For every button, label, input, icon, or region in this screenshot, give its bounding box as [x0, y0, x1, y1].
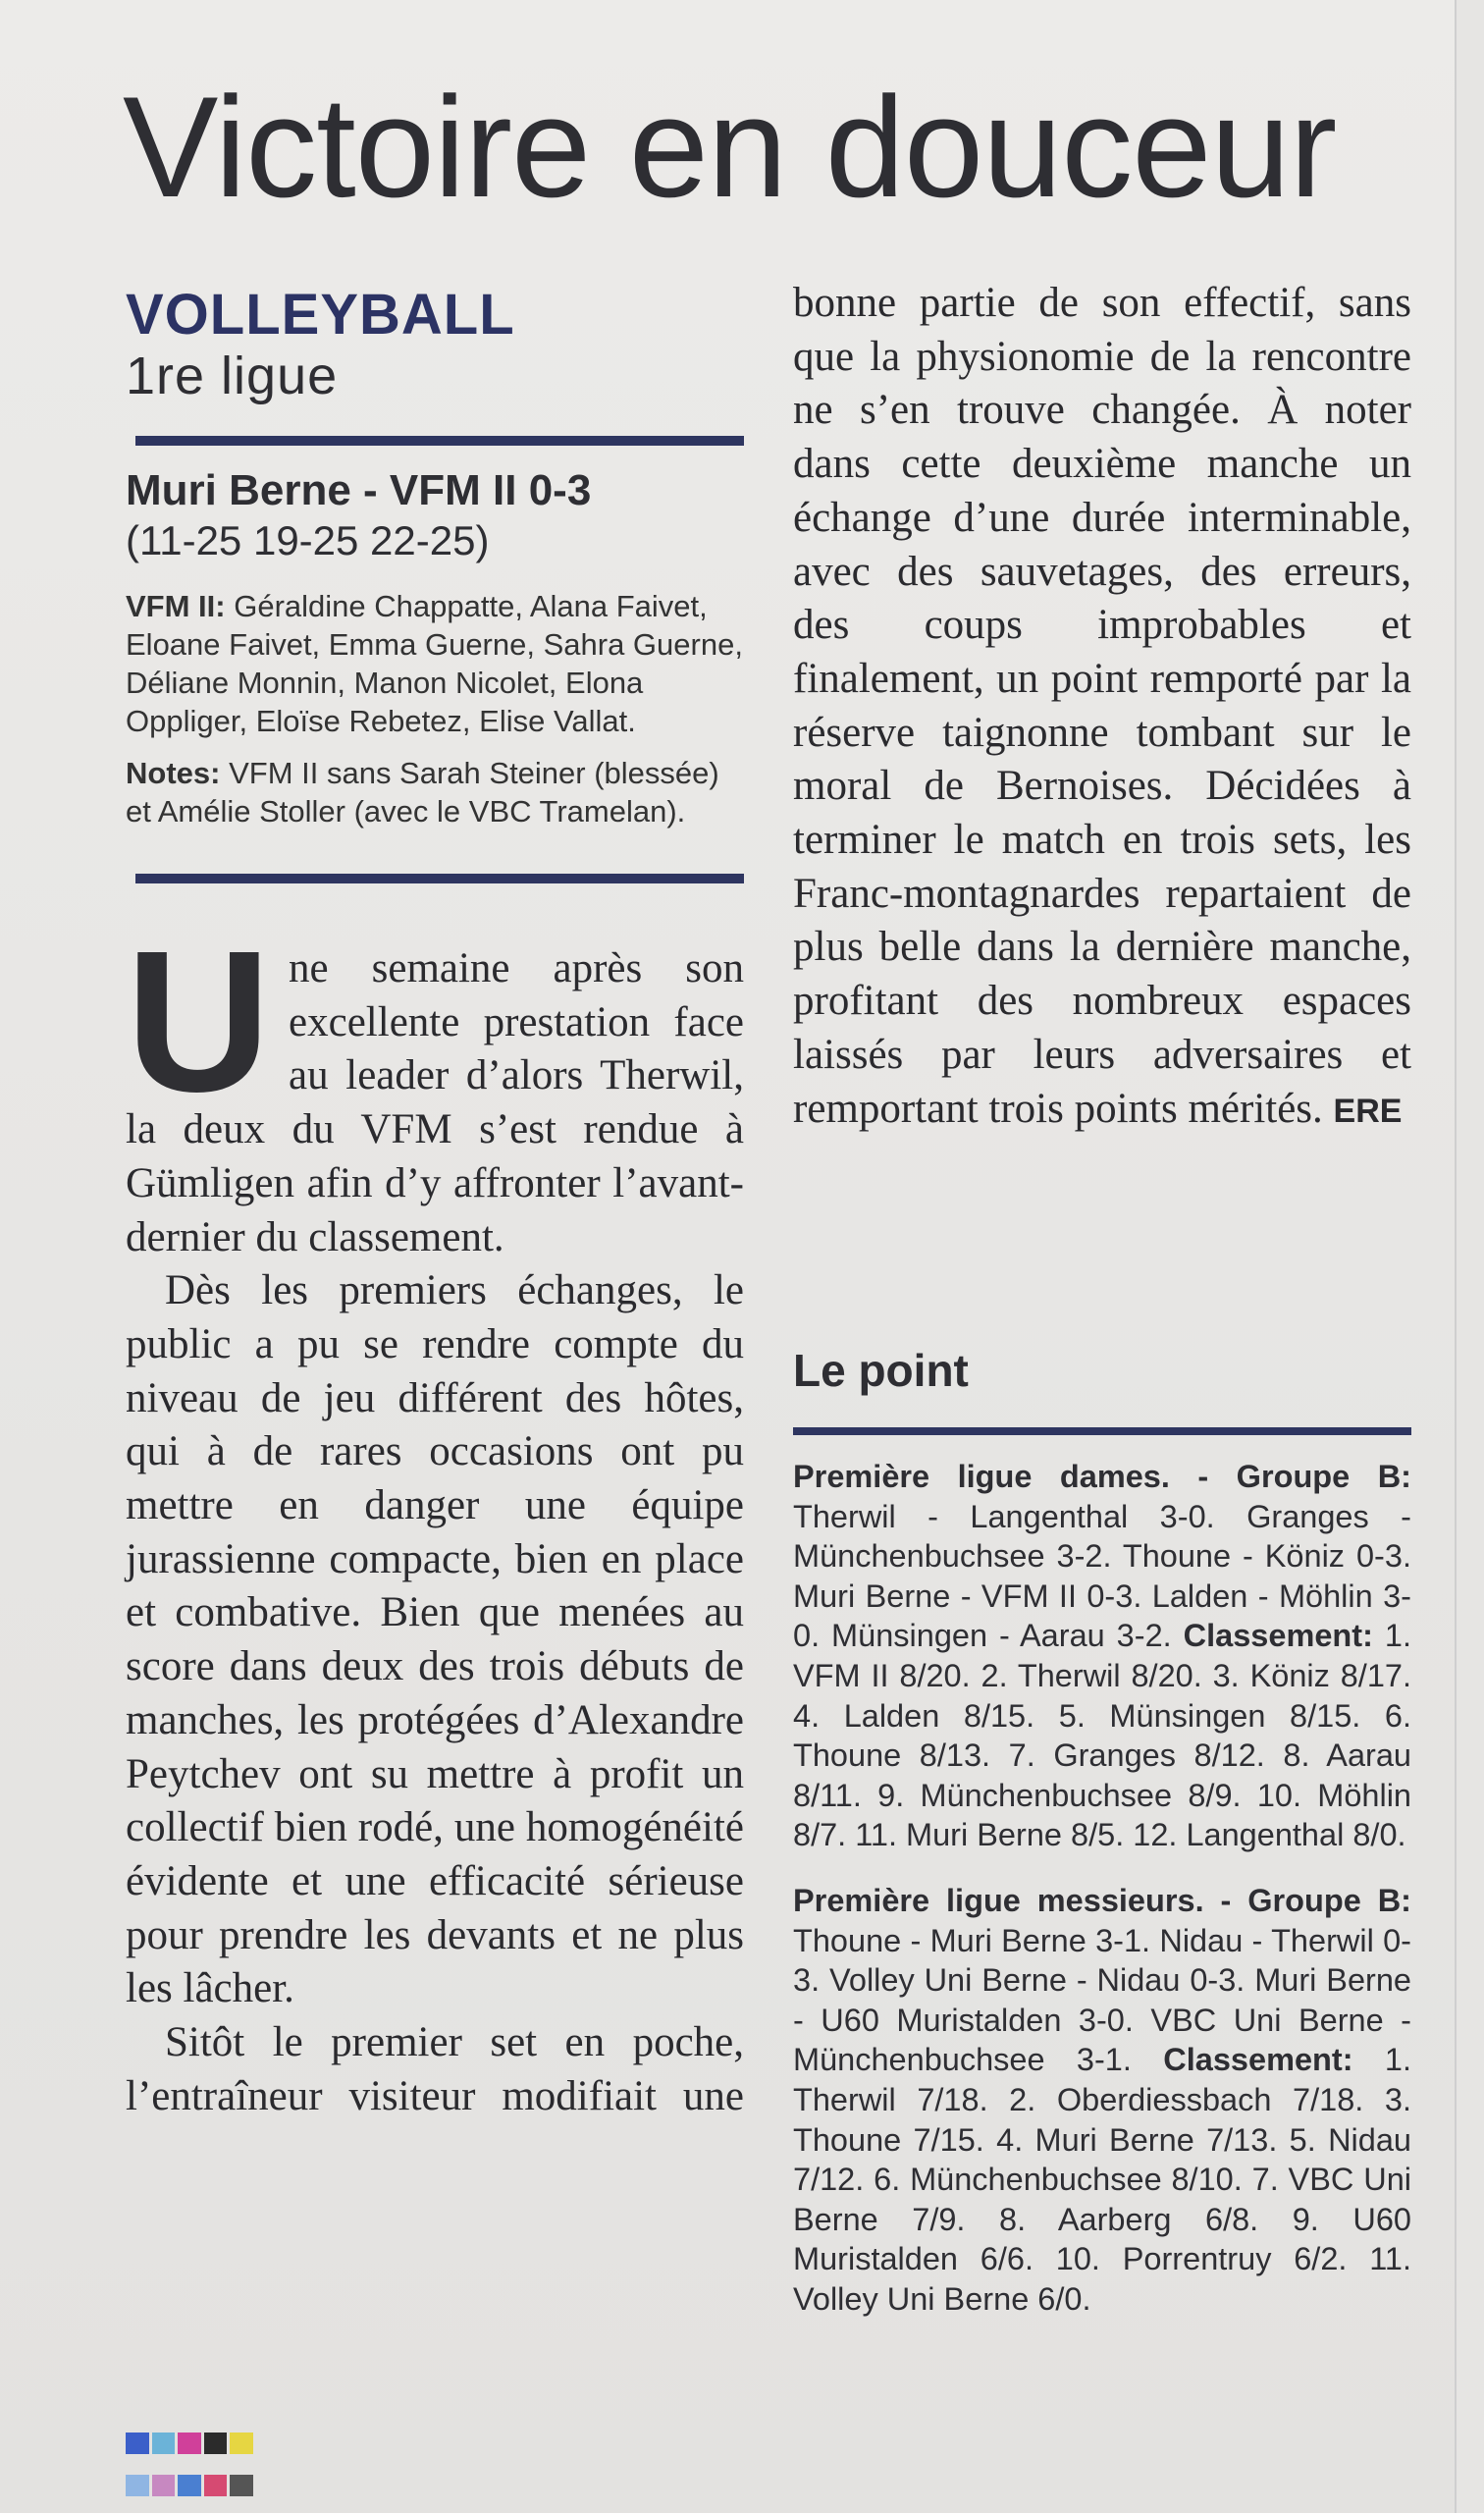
- notes-label: Notes:: [126, 756, 221, 790]
- le-point-title: Le point: [793, 1345, 969, 1396]
- color-swatch: [204, 2433, 228, 2454]
- color-swatch: [152, 2433, 176, 2454]
- article-paragraph-3-flow: bonne partie de son effectif, sans que la physionomie de la rencontre ne s’en trouve changée. À noter dans cette deuxième manche un échange d’une durée interminable, avec des sauvetages, des erreurs, des coups improbables et finalement, un point remporté par la réserve taignonne tombant sur le moral de Bernoises. Décidées à terminer le match en trois sets, les Franc-montagnardes repartaient de plus belle dans la dernière manche, profitant des nombreux espaces laissés par leurs adversaires et remportant trois points mérités. ERE: [793, 280, 1411, 1132]
- match-score: (11-25 19-25 22-25): [126, 517, 490, 563]
- match-title: Muri Berne - VFM II 0-3: [126, 466, 592, 514]
- article-paragraph-3: Sitôt le premier set en poche, l’entraîneur visiteur modifiait une: [126, 2019, 744, 2119]
- article-paragraph-2: Dès les premiers échanges, le public a pu se rendre compte du niveau de jeu différent des hôtes, qui à de rares occasions ont pu mettre en danger une équipe jurassienne compacte, bien en place et combative. Bien que menées au score dans deux des trois débuts de manches, les protégées d’Alexandre Peytchev ont su mettre à profit un collectif bien rodé, une homogénéité évidente et une efficacité sérieuse pour prendre les devants et ne plus les lâcher.: [126, 1267, 744, 2012]
- author-signature: ERE: [1333, 1092, 1403, 1130]
- right-column: [793, 277, 1411, 2344]
- lineup-block: [126, 587, 744, 740]
- print-color-bar: [126, 2433, 253, 2513]
- color-swatch: [204, 2475, 228, 2496]
- drop-cap: U: [126, 909, 272, 1134]
- notes-block: [126, 754, 744, 830]
- color-swatch: [178, 2433, 201, 2454]
- color-swatch: [152, 2475, 176, 2496]
- dames-classement: 1. VFM II 8/20. 2. Therwil 8/20. 3. Köniz 8/17. 4. Lalden 8/15. 5. Münsingen 8/15. 6. Thoune 8/13. 7. Granges 8/12. 8. Aarau 8/11. 9. Münchenbuchsee 8/9. 10. Möhlin 8/7. 11. Muri Berne 8/5. 12. Langenthal 8/0.: [793, 1618, 1412, 1853]
- color-swatch: [126, 2475, 149, 2496]
- section-kicker: VOLLEYBALL: [126, 283, 515, 347]
- lineup-names: Géraldine Chappatte, Alana Faivet, Eloane Faivet, Emma Guerne, Sahra Guerne, Déliane Monnin, Manon Nicolet, Elona Oppliger, Eloïse Rebetez, Elise Vallat.: [126, 589, 743, 738]
- messieurs-scores: Thoune - Muri Berne 3-1. Nidau - Therwil 0-3. Volley Uni Berne - Nidau 0-3. Muri Berne - U60 Muristalden 3-0. VBC Uni Berne - Münchenbuchsee 3-1.: [793, 1922, 1411, 2078]
- messieurs-results: [793, 1881, 1411, 2320]
- header-rule: [135, 436, 744, 446]
- left-column: [126, 275, 744, 2124]
- article-paragraph-1: [126, 909, 744, 1264]
- le-point-rule: [793, 1427, 1411, 1435]
- results-block: [793, 1457, 1411, 2319]
- color-swatch: [126, 2433, 149, 2454]
- adjacent-column-edge: [1455, 0, 1484, 2513]
- headline: Victoire en douceur: [123, 67, 1337, 227]
- article-paragraph-3-continued: [793, 277, 1411, 1298]
- league-subkicker: 1re ligue: [126, 347, 339, 405]
- dames-results: [793, 1457, 1411, 1855]
- color-swatch: [230, 2475, 253, 2496]
- messieurs-classement-label: Classement:: [1163, 2042, 1353, 2078]
- dames-classement-label: Classement:: [1183, 1618, 1373, 1654]
- color-swatch: [178, 2475, 201, 2496]
- lineup-label: VFM II:: [126, 589, 226, 623]
- dames-scores: Therwil - Langenthal 3-0. Granges - Münchenbuchsee 3-2. Thoune - Köniz 0-3. Muri Berne - VFM II 0-3. Lalden - Möhlin 3-0. Münsingen - Aarau 3-2.: [793, 1498, 1411, 1654]
- paragraph-1-text: ne semaine après son excellente prestation face au leader d’alors Therwil, la deux du VFM s’est rendue à Gümligen afin d’y affronter l’avant-dernier du classement.: [126, 945, 744, 1260]
- box-rule: [135, 874, 744, 883]
- dames-label: Première ligue dames. - Groupe B:: [793, 1459, 1411, 1494]
- color-swatch: [230, 2433, 253, 2454]
- messieurs-classement: 1. Therwil 7/18. 2. Oberdiessbach 7/18. 3. Thoune 7/15. 4. Muri Berne 7/13. 5. Nidau 7/12. 6. Münchenbuchsee 8/10. 7. VBC Uni Berne 7/9. 8. Aarberg 6/8. 9. U60 Muristalden 6/6. 10. Porrentruy 6/2. 11. Volley Uni Berne 6/0.: [793, 2042, 1411, 2317]
- messieurs-label: Première ligue messieurs. - Groupe B:: [793, 1882, 1411, 1918]
- notes-text: VFM II sans Sarah Steiner (blessée) et Amélie Stoller (avec le VBC Tramelan).: [126, 756, 719, 829]
